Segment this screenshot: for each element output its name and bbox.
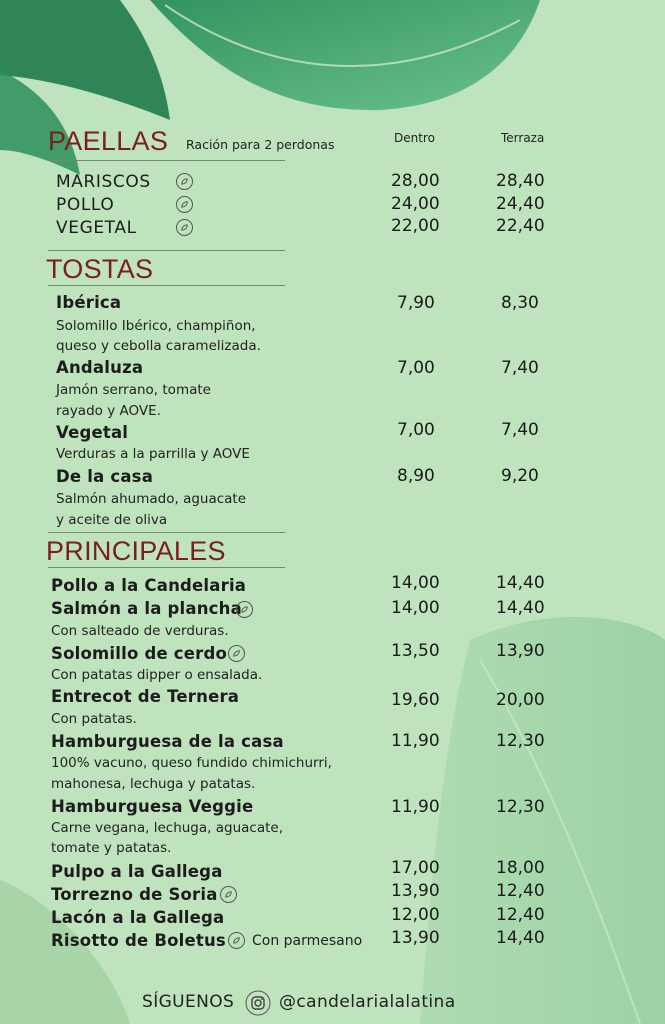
menu-item-description: tomate y patatas. bbox=[51, 840, 172, 856]
menu-item-description: Salmón ahumado, aguacate bbox=[56, 491, 247, 507]
divider bbox=[48, 285, 285, 286]
price-terrace: 22,40 bbox=[496, 216, 545, 236]
menu-item-name: POLLO bbox=[56, 195, 115, 215]
menu-item-name: Pulpo a la Gallega bbox=[51, 862, 223, 881]
price-terrace: 12,30 bbox=[496, 731, 545, 751]
menu-item-description: y aceite de oliva bbox=[56, 512, 168, 528]
menu-item-name: Salmón a la plancha bbox=[51, 599, 242, 618]
divider bbox=[48, 567, 285, 568]
divider bbox=[48, 160, 285, 161]
price-terrace: 13,90 bbox=[496, 641, 545, 661]
menu-item-description: Con patatas dipper o ensalada. bbox=[51, 667, 263, 683]
column-header-terrace: Terraza bbox=[501, 131, 545, 145]
price-inside: 28,00 bbox=[391, 171, 440, 191]
price-terrace: 24,40 bbox=[496, 194, 545, 214]
menu-item-name: Risotto de Boletus bbox=[51, 931, 226, 950]
price-inside: 24,00 bbox=[391, 194, 440, 214]
menu-item-name: Pollo a la Candelaria bbox=[51, 576, 247, 595]
menu-item-description: queso y cebolla caramelizada. bbox=[56, 338, 261, 354]
menu-item-description: Jamón serrano, tomate bbox=[56, 382, 211, 398]
menu-item-name: De la casa bbox=[56, 467, 154, 486]
section-title-principales: PRINCIPALES bbox=[46, 536, 226, 566]
portion-note: Ración para 2 perdonas bbox=[186, 137, 335, 152]
price-terrace: 12,40 bbox=[496, 881, 545, 901]
menu-item-name: Hamburguesa Veggie bbox=[51, 797, 254, 816]
price-terrace: 9,20 bbox=[501, 466, 539, 486]
menu-item-name: Andaluza bbox=[56, 358, 144, 377]
price-inside: 22,00 bbox=[391, 216, 440, 236]
menu-item-description: Con salteado de verduras. bbox=[51, 623, 229, 639]
menu-item-name: Hamburguesa de la casa bbox=[51, 732, 284, 751]
section-title-paellas: PAELLAS bbox=[48, 126, 169, 156]
price-terrace: 14,40 bbox=[496, 573, 545, 593]
price-terrace: 8,30 bbox=[501, 293, 539, 313]
gluten-free-icon bbox=[228, 932, 245, 949]
menu-item-description: rayado y AOVE. bbox=[56, 403, 161, 419]
price-inside: 11,90 bbox=[391, 731, 440, 751]
price-inside: 14,00 bbox=[391, 573, 440, 593]
menu-item-name: Torrezno de Soria bbox=[51, 885, 218, 904]
gluten-free-icon bbox=[228, 645, 245, 662]
price-terrace: 7,40 bbox=[501, 420, 539, 440]
price-inside: 7,90 bbox=[397, 293, 435, 313]
price-terrace: 12,30 bbox=[496, 797, 545, 817]
menu-item-name: Entrecot de Ternera bbox=[51, 687, 240, 706]
price-inside: 7,00 bbox=[397, 420, 435, 440]
divider bbox=[48, 250, 285, 251]
price-terrace: 7,40 bbox=[501, 358, 539, 378]
menu-item-name: Ibérica bbox=[56, 293, 122, 312]
price-inside: 13,50 bbox=[391, 641, 440, 661]
follow-label: SÍGUENOS bbox=[142, 992, 235, 1012]
price-terrace: 20,00 bbox=[496, 690, 545, 710]
price-inside: 13,90 bbox=[391, 928, 440, 948]
price-terrace: 28,40 bbox=[496, 171, 545, 191]
menu-item-name: MARISCOS bbox=[56, 172, 151, 192]
price-inside: 19,60 bbox=[391, 690, 440, 710]
menu-item-name: VEGETAL bbox=[56, 218, 137, 238]
column-header-inside: Dentro bbox=[394, 131, 435, 145]
price-terrace: 14,40 bbox=[496, 598, 545, 618]
price-inside: 8,90 bbox=[397, 466, 435, 486]
price-inside: 11,90 bbox=[391, 797, 440, 817]
gluten-free-icon bbox=[176, 196, 193, 213]
menu-item-description: Solomillo Ibérico, champiñon, bbox=[56, 318, 256, 334]
price-inside: 12,00 bbox=[391, 905, 440, 925]
menu-item-description: 100% vacuno, queso fundido chimichurri, bbox=[51, 755, 332, 771]
menu-item-name: Solomillo de cerdo bbox=[51, 644, 228, 663]
price-inside: 14,00 bbox=[391, 598, 440, 618]
price-inside: 7,00 bbox=[397, 358, 435, 378]
instagram-icon[interactable] bbox=[245, 990, 271, 1016]
section-title-tostas: TOSTAS bbox=[46, 254, 154, 284]
divider bbox=[48, 532, 285, 533]
price-inside: 17,00 bbox=[391, 858, 440, 878]
gluten-free-icon bbox=[220, 886, 237, 903]
price-inside: 13,90 bbox=[391, 881, 440, 901]
menu-item-description: mahonesa, lechuga y patatas. bbox=[51, 776, 256, 792]
price-terrace: 14,40 bbox=[496, 928, 545, 948]
gluten-free-icon bbox=[236, 601, 253, 618]
price-terrace: 18,00 bbox=[496, 858, 545, 878]
gluten-free-icon bbox=[176, 173, 193, 190]
price-terrace: 12,40 bbox=[496, 905, 545, 925]
menu-item-description: Con patatas. bbox=[51, 711, 137, 727]
gluten-free-icon bbox=[176, 219, 193, 236]
menu-item-name: Lacón a la Gallega bbox=[51, 908, 225, 927]
instagram-handle[interactable]: @candelarialalatina bbox=[279, 992, 456, 1012]
menu-item-description: Carne vegana, lechuga, aguacate, bbox=[51, 820, 283, 836]
menu-item-extra: Con parmesano bbox=[252, 933, 363, 949]
menu-item-name: Vegetal bbox=[56, 423, 129, 442]
menu-item-description: Verduras a la parrilla y AOVE bbox=[56, 446, 250, 462]
